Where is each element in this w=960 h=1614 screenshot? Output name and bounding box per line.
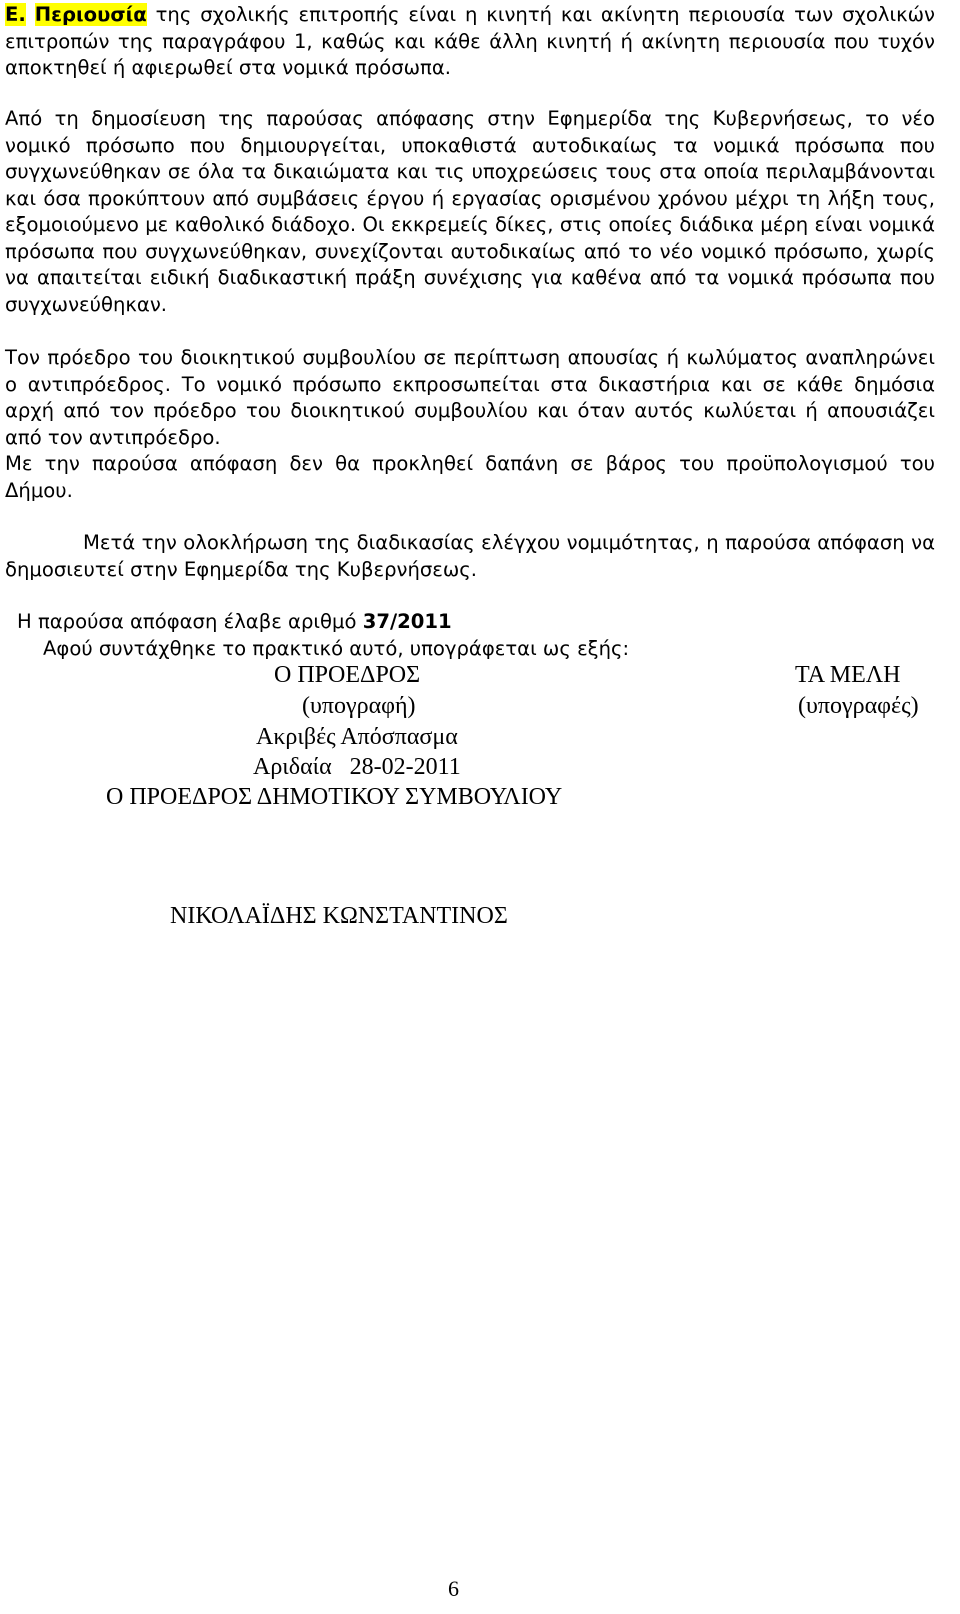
decision-number: 37/2011 bbox=[362, 610, 452, 633]
section-e-label: Ε. bbox=[5, 3, 26, 26]
decision-prefix: Η παρούσα απόφαση έλαβε αριθμό bbox=[17, 610, 363, 633]
place-date: Αριδαία 28-02-2011 bbox=[253, 754, 461, 780]
signatory-name: ΝΙΚΟΛΑΪΔΗΣ ΚΩΝΣΤΑΝΤΙΝΟΣ bbox=[170, 903, 508, 929]
members-signature: (υπογραφές) bbox=[798, 693, 919, 719]
budget-paragraph: Με την παρούσα απόφαση δεν θα προκληθεί δαπάνη σε βάρος του προϋπολογισμού του Δήμου. bbox=[5, 452, 935, 502]
section-e-text: της σχολικής επιτροπής είναι η κινητή και ακίνητη περιουσία των σχολικών επιτροπών της παραγράφου 1, καθώς και κάθε άλλη κινητή ή ακίνητη περιουσία που τυχόν αποκτηθεί ή αφιερωθεί στα νομικά πρόσωπα. bbox=[5, 3, 935, 79]
decision-number-line bbox=[17, 609, 452, 636]
section-e-paragraph bbox=[5, 2, 935, 82]
members-title: ΤΑ ΜΕΛΗ bbox=[795, 662, 901, 688]
council-president-title: Ο ΠΡΟΕΔΡΟΣ ΔΗΜΟΤΙΚΟΥ ΣΥΜΒΟΥΛΙΟΥ bbox=[106, 784, 563, 810]
president-signature: (υπογραφή) bbox=[302, 693, 416, 719]
page-number: 6 bbox=[448, 1576, 459, 1601]
publication-paragraph: Μετά την ολοκλήρωση της διαδικασίας ελέγχου νομιμότητας, η παρούσα απόφαση να δημοσιευτεί στην Εφημερίδα της Κυβερνήσεως. bbox=[5, 531, 935, 581]
president-title: Ο ΠΡΟΕΔΡΟΣ bbox=[274, 662, 421, 688]
representation-paragraph: Τον πρόεδρο του διοικητικού συμβουλίου σε περίπτωση απουσίας ή κωλύματος αναπληρώνει ο αντιπρόεδρος. Το νομικό πρόσωπο εκπροσωπείται στα δικαστήρια και σε κάθε δημόσια αρχή από τον πρόεδρο του διοικητικού συμβουλίου και όταν αυτός κωλύεται ή απουσιάζει από τον αντιπρόεδρο. bbox=[5, 346, 935, 449]
signed-as-follows-line: Αφού συντάχθηκε το πρακτικό αυτό, υπογράφεται ως εξής: bbox=[43, 637, 630, 660]
certified-copy: Ακριβές Απόσπασμα bbox=[256, 724, 458, 750]
succession-paragraph: Από τη δημοσίευση της παρούσας απόφασης στην Εφημερίδα της Κυβερνήσεως, το νέο νομικό πρόσωπο που δημιουργείται, υποκαθιστά αυτοδικαίως τα νομικά πρόσωπα που συγχωνεύθηκαν σε όλα τα δικαιώματα και τις υποχρεώσεις τους στα οποία περιλαμβάνονται και όσα προκύπτουν από συμβάσεις έργου ή εργασίας ορισμένου χρόνου μέχρι τη λήξη τους, εξομοιούμενο με καθολικό διάδοχο. Οι εκκρεμείς δίκες, στις οποίες διάδικα μέρη είναι νομικά πρόσωπα που συγχωνεύθηκαν, συνεχίζονται αυτοδικαίως από το νέο νομικό πρόσωπο, χωρίς να απαιτείται ειδική διαδικαστική πράξη συνέχισης για καθένα από τα νομικά πρόσωπα που συγχωνεύθηκαν. bbox=[5, 107, 935, 316]
section-e-heading: Περιουσία bbox=[34, 3, 147, 26]
